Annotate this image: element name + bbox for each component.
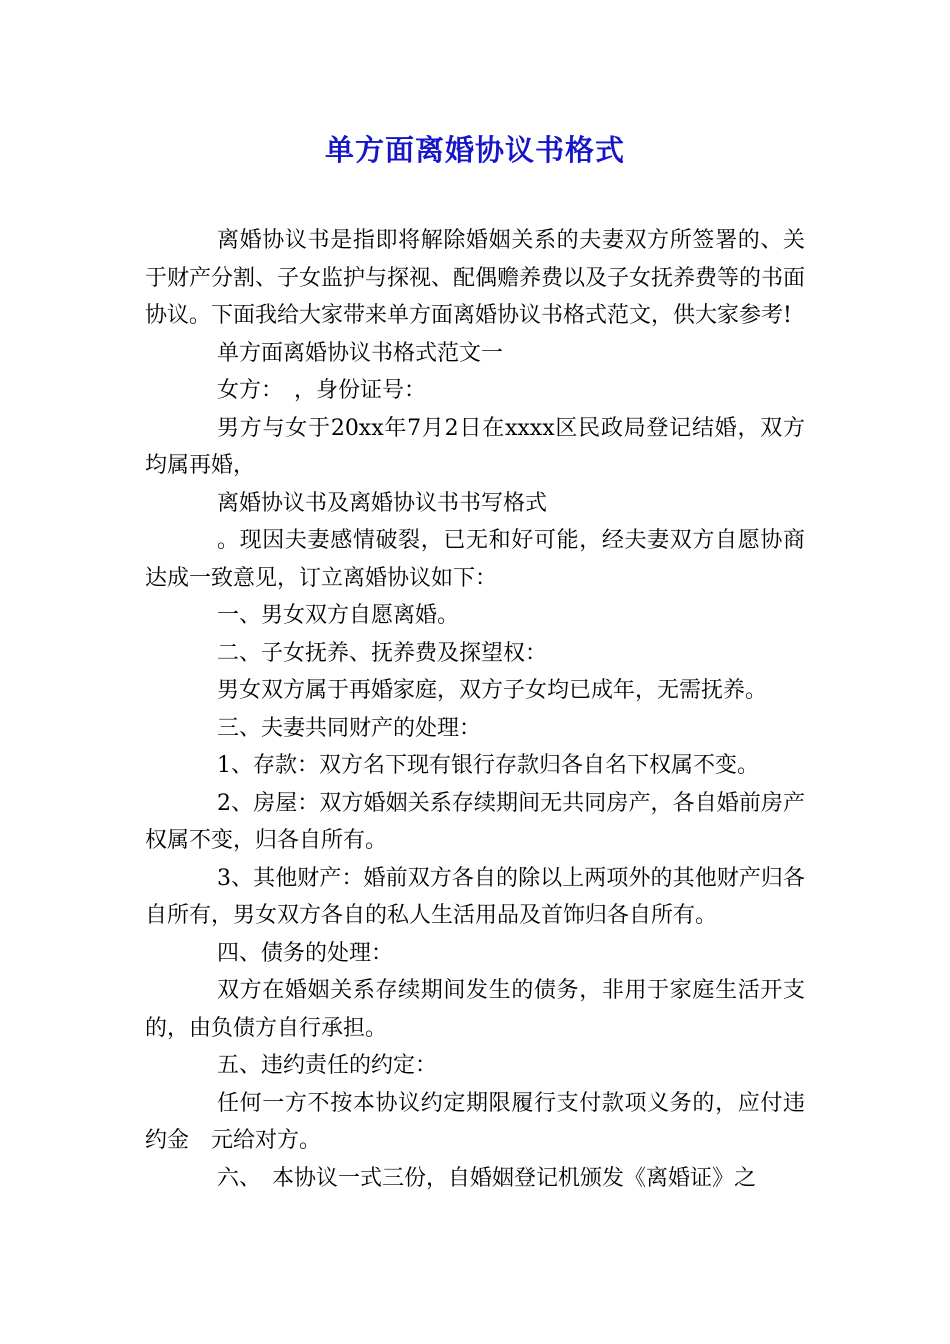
paragraph-clause-3-other-property: 3、其他财产：婚前双方各自的除以上两项外的其他财产归各自所有，男女双方各自的私人生活用品及首饰归各自所有。: [145, 865, 805, 928]
paragraph-clause-3-housing: 2、房屋：双方婚姻关系存续期间无共同房产，各自婚前房产权属不变，归各自所有。: [145, 790, 805, 853]
paragraph-clause-3-savings: 1、存款：双方名下现有银行存款归各自名下权属不变。: [217, 753, 759, 778]
paragraph-clause-6: 六、 本协议一式三份，自婚姻登记机颁发《离婚证》之: [217, 1165, 757, 1191]
paragraph-clause-3-heading: 三、夫妻共同财产的处理：: [217, 715, 482, 741]
paragraph-female-party: 女方： ，身份证号：: [217, 378, 427, 403]
paragraph-clause-4-body: 双方在婚姻关系存续期间发生的债务，非用于家庭生活开支的，由负债方自行承担。: [145, 978, 805, 1041]
paragraph-clause-2-heading: 二、子女抚养、抚养费及探望权：: [217, 640, 548, 666]
paragraph-clause-1: 一、男女双方自愿离婚。: [217, 603, 460, 628]
paragraph-marriage-registration: 男方与女于20xx年7月2日在xxxx区民政局登记结婚，双方均属再婚，: [145, 415, 805, 478]
paragraph-clause-5-heading: 五、违约责任的约定：: [217, 1053, 438, 1078]
paragraph-intro: 离婚协议书是指即将解除婚姻关系的夫妻双方所签署的、关于财产分割、子女监护与探视、配偶赡养费以及子女抚养费等的书面协议。下面我给大家带来单方面离婚协议书格式范文，供大家参考!: [145, 228, 806, 328]
paragraph-clause-4-heading: 四、债务的处理：: [217, 940, 394, 966]
document-title: 单方面离婚协议书格式: [324, 133, 625, 167]
document-body: [145, 222, 805, 1197]
paragraph-agreement-basis: 。现因夫妻感情破裂，已无和好可能，经夫妻双方自愿协商达成一致意见，订立离婚协议如下：: [145, 528, 805, 591]
paragraph-clause-2-body: 男女双方属于再婚家庭，双方子女均已成年，无需抚养。: [217, 678, 768, 703]
paragraph-clause-5-body: 任何一方不按本协议约定期限履行支付款项义务的，应付违约金 元给对方。: [145, 1090, 805, 1153]
paragraph-sample-heading: 单方面离婚协议书格式范文一: [217, 340, 504, 366]
paragraph-format-note: 离婚协议书及离婚协议书书写格式: [217, 490, 548, 516]
